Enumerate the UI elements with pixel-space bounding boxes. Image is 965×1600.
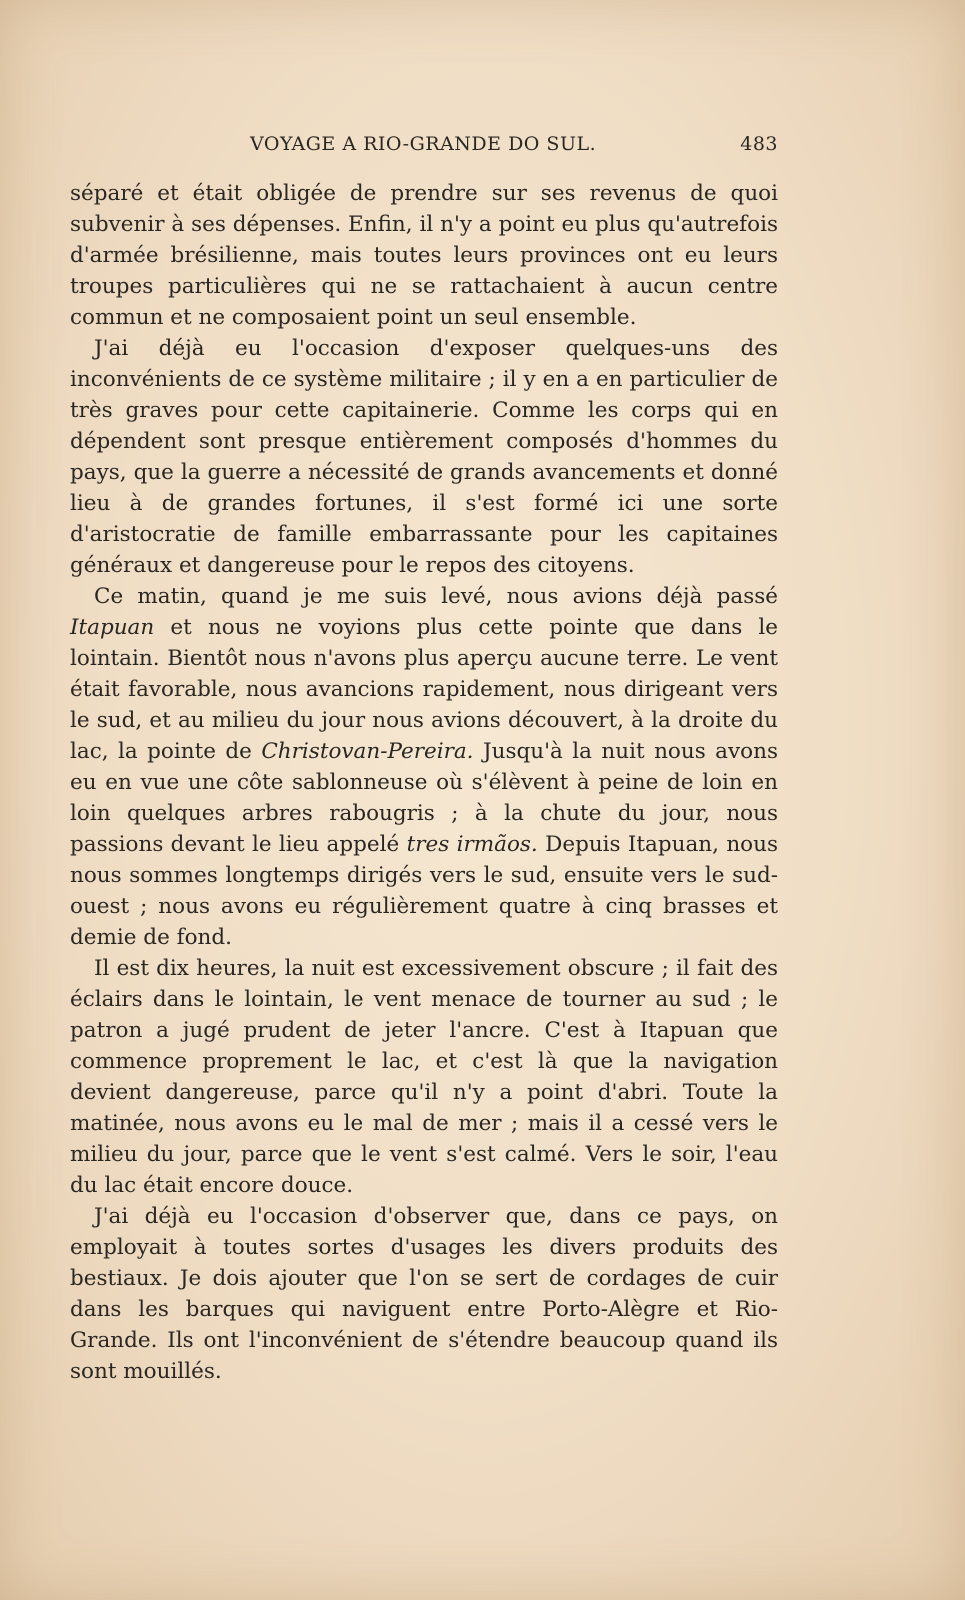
paragraph-3-text-4: Depuis Itapuan, nous nous sommes longtemps dirigés vers le sud, ensuite vers le sud-ouest ; nous avons eu régulièrement quatre à cinq brasses et demie de fond.	[70, 832, 778, 950]
paragraph-3-text-3: Jusqu'à la nuit nous avons eu en vue une côte sablonneuse où s'élèvent à peine de loin en loin quelques arbres rabougris ; à la chute du jour, nous passions devant le lieu appelé	[70, 739, 778, 857]
paragraph-3-text-2: et nous ne voyions plus cette pointe que dans le lointain. Bientôt nous n'avons plus aperçu aucune terre. Le vent était favorable, nous avancions rapidement, nous dirigeant vers le sud, et au milieu du jour nous avions découvert, à la droite du lac, la pointe de	[70, 615, 779, 764]
place-name-christovan-pereira: Christovan-Pereira.	[261, 739, 474, 764]
paragraph-1: séparé et était obligée de prendre sur ses revenus de quoi subvenir à ses dépenses. Enfin, il n'y a point eu plus qu'autrefois d'armée brésilienne, mais toutes leurs provinces ont eu leurs troupes particulières qui ne se rattachaient à aucun centre commun et ne composaient point un seul ensemble.	[70, 181, 778, 330]
running-title: VOYAGE A RIO-GRANDE DO SUL.	[250, 133, 597, 155]
paragraph-3	[70, 581, 778, 953]
paragraph-5: J'ai déjà eu l'occasion d'observer que, dans ce pays, on employait à toutes sortes d'usages les divers produits des bestiaux. Je dois ajouter que l'on se sert de cordages de cuir dans les barques qui naviguent entre Porto-Alègre et Rio-Grande. Ils ont l'inconvénient de s'étendre beaucoup quand ils sont mouillés.	[70, 1204, 778, 1384]
paragraph-4: Il est dix heures, la nuit est excessivement obscure ; il fait des éclairs dans le lointain, le vent menace de tourner au sud ; le patron a jugé prudent de jeter l'ancre. C'est à Itapuan que commence proprement le lac, et c'est là que la navigation devient dangereuse, parce qu'il n'y a point d'abri. Toute la matinée, nous avons eu le mal de mer ; mais il a cessé vers le milieu du jour, parce que le vent s'est calmé. Vers le soir, l'eau du lac était encore douce.	[70, 956, 778, 1198]
body-text	[70, 178, 778, 1387]
page-number: 483	[740, 133, 778, 155]
paragraph-3-text-1: Ce matin, quand je me suis levé, nous avions déjà passé	[94, 584, 778, 609]
place-name-itapuan: Itapuan	[70, 615, 155, 640]
running-head	[70, 133, 778, 163]
paragraph-2: J'ai déjà eu l'occasion d'exposer quelques-uns des inconvénients de ce système militaire ; il y en a en particulier de très graves pour cette capitainerie. Comme les corps qui en dépendent sont presque entièrement composés d'hommes du pays, que la guerre a nécessité de grands avancements et donné lieu à de grandes fortunes, il s'est formé ici une sorte d'aristocratie de famille embarrassante pour les capitaines généraux et dangereuse pour le repos des citoyens.	[70, 336, 778, 578]
place-name-tres-irmaos: tres irmãos.	[406, 832, 538, 857]
